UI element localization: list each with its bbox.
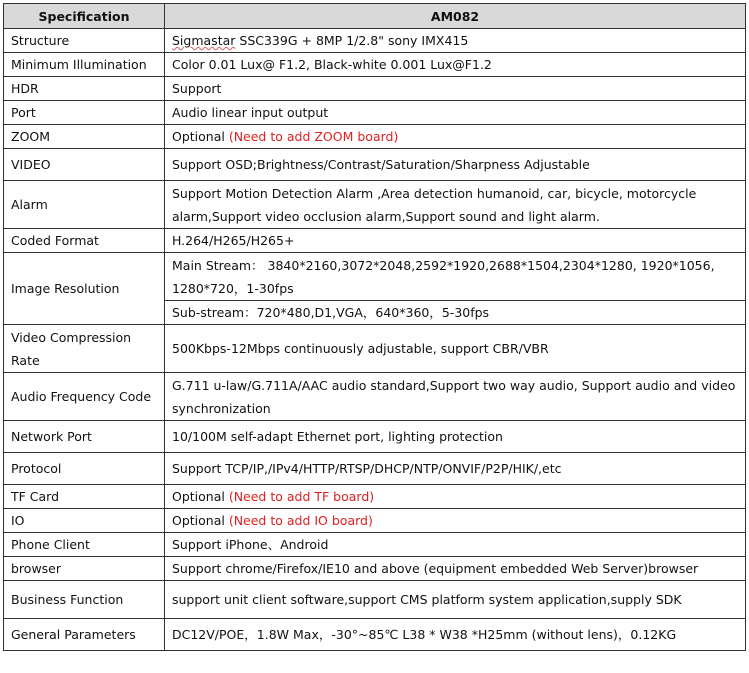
row-label: browser [4,557,165,581]
table-row [4,325,746,373]
row-value: Support iPhone、Android [165,533,746,557]
row-label: HDR [4,77,165,101]
table-row [4,253,746,301]
row-label: General Parameters [4,619,165,651]
value-text: Optional [172,129,229,144]
row-value [165,125,746,149]
row-label: Video Compression Rate [4,325,165,373]
table-row [4,77,746,101]
row-value: Support chrome/Firefox/IE10 and above (equipment embedded Web Server)browser [165,557,746,581]
row-label: TF Card [4,485,165,509]
row-label: Port [4,101,165,125]
table-row [4,149,746,181]
table-row [4,421,746,453]
brand-text: Sigmastar [172,33,236,48]
table-row [4,453,746,485]
note-text: (Need to add TF board) [228,489,375,504]
row-value: Support Motion Detection Alarm ,Area detection humanoid, car, bicycle, motorcycle alarm,Support video occlusion alarm,Support sound and light alarm. [165,181,746,229]
table-row [4,181,746,229]
row-label: IO [4,509,165,533]
value-text: Optional [172,489,229,504]
row-value: support unit client software,support CMS platform system application,supply SDK [165,581,746,619]
row-value [165,29,746,53]
header-row [4,4,746,29]
row-value-main-stream: Main Stream： 3840*2160,3072*2048,2592*1920,2688*1504,2304*1280, 1920*1056, 1280*720，1-30fps [165,253,746,301]
row-label: Network Port [4,421,165,453]
row-value-sub-stream: Sub-stream：720*480,D1,VGA，640*360，5-30fps [165,301,746,325]
row-label: Alarm [4,181,165,229]
row-value: Audio linear input output [165,101,746,125]
row-label: Protocol [4,453,165,485]
row-label: Structure [4,29,165,53]
table-row [4,29,746,53]
row-label: Minimum Illumination [4,53,165,77]
row-value: Support OSD;Brightness/Contrast/Saturation/Sharpness Adjustable [165,149,746,181]
table-row [4,373,746,421]
header-model: AM082 [165,4,746,29]
table-row [4,125,746,149]
value-text: Optional [172,513,229,528]
note-text: (Need to add IO board) [228,513,373,528]
row-value: 500Kbps-12Mbps continuously adjustable, support CBR/VBR [165,325,746,373]
row-label: Business Function [4,581,165,619]
note-text: (Need to add ZOOM board) [228,129,399,144]
table-row [4,581,746,619]
row-value: H.264/H265/H265+ [165,229,746,253]
row-label: VIDEO [4,149,165,181]
table-row [4,101,746,125]
row-value [165,485,746,509]
row-value: 10/100M self-adapt Ethernet port, lighting protection [165,421,746,453]
row-label: Coded Format [4,229,165,253]
row-value: Support TCP/IP,/IPv4/HTTP/RTSP/DHCP/NTP/ONVIF/P2P/HIK/,etc [165,453,746,485]
row-value: G.711 u-law/G.711A/AAC audio standard,Support two way audio, Support audio and video synchronization [165,373,746,421]
row-label: Phone Client [4,533,165,557]
row-label: Image Resolution [4,253,165,325]
row-value: Support [165,77,746,101]
table-row [4,557,746,581]
table-row [4,485,746,509]
table-row [4,619,746,651]
row-value [165,509,746,533]
row-value: Color 0.01 Lux@ F1.2, Black-white 0.001 Lux@F1.2 [165,53,746,77]
table-row [4,533,746,557]
spec-table [3,3,746,651]
table-row [4,229,746,253]
row-label: ZOOM [4,125,165,149]
table-row [4,509,746,533]
row-value: DC12V/POE，1.8W Max，-30°~85℃ L38 * W38 *H25mm (without lens)，0.12KG [165,619,746,651]
table-row [4,53,746,77]
structure-text: SSC339G + 8MP 1/2.8" sony IMX415 [235,33,469,48]
header-specification: Specification [4,4,165,29]
row-label: Audio Frequency Code [4,373,165,421]
